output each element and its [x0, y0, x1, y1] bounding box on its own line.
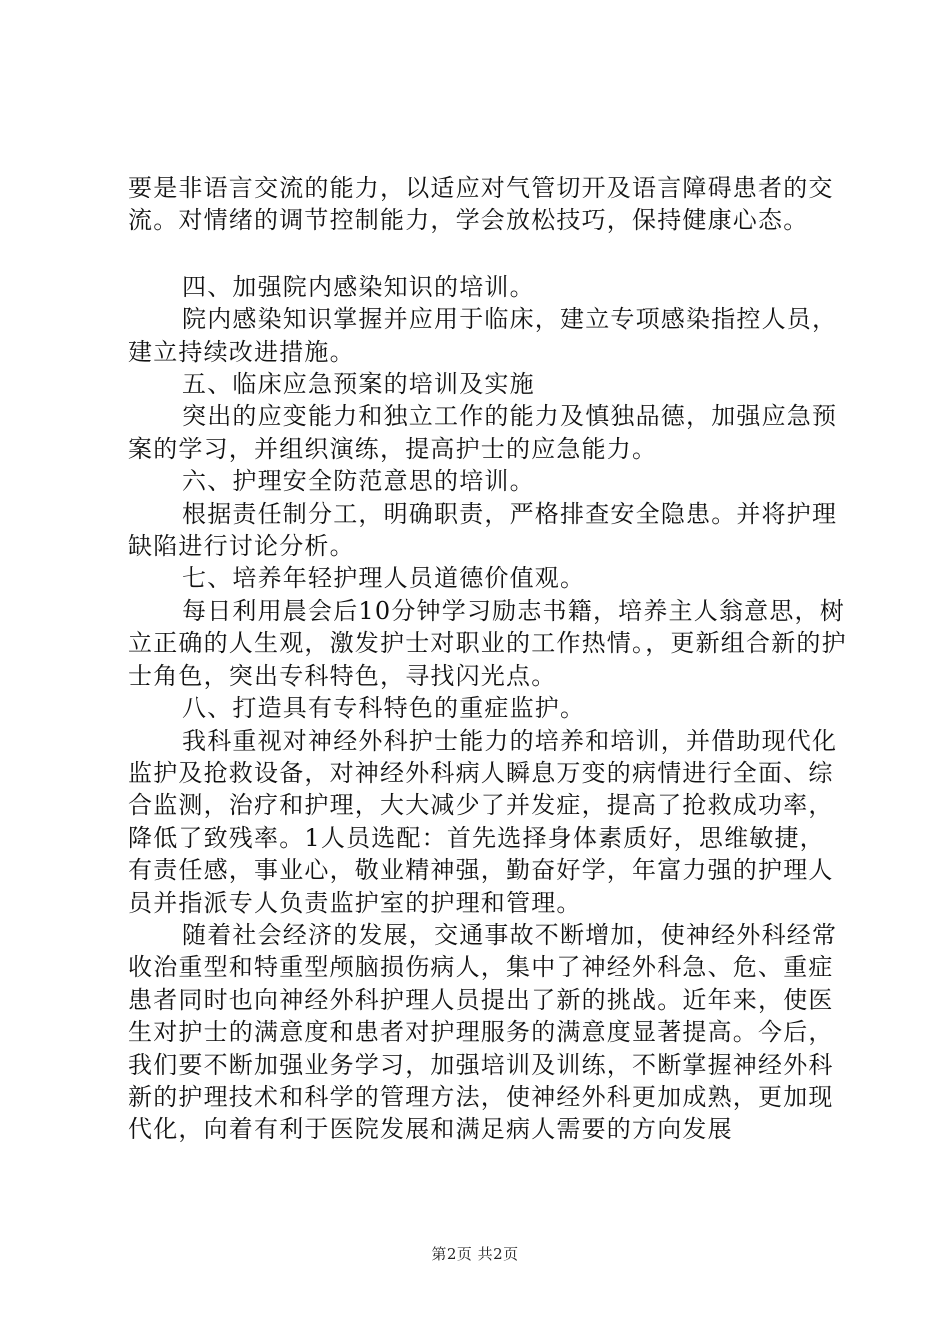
heading-infection-training: 四、加强院内感染知识的培训。 — [182, 272, 535, 301]
paragraph-ethics-values: 每日利用晨会后10分钟学习励志书籍，培养主人翁意思，树立正确的人生观，激发护士对职业的工作热情。，更新组合新的护士角色，突出专科特色，寻找闪光点。 — [128, 596, 847, 690]
paragraph-emergency-plan: 突出的应变能力和独立工作的能力及慎独品德，加强应急预案的学习，并组织演练，提高护士的应急能力。 — [128, 402, 838, 463]
paragraph-safety-training: 根据责任制分工，明确职责，严格排查安全隐患。并将护理缺陷进行讨论分析。 — [128, 499, 838, 561]
paragraph-intensive-care: 我科重视对神经外科护士能力的培养和培训，并借助现代化监护及抢救设备，对神经外科病人瞬息万变的病情进行全面、综合监测，治疗和护理，大大减少了并发症，提高了抢救成功率，降低了致残率。1人员选配：首先选择身体素质好，思维敏捷，有责任感，事业心，敬业精神强，勤奋好学，年富力强的护理人员并指派专人负责监护室的护理和管理。 — [128, 726, 838, 917]
heading-intensive-care: 八、打造具有专科特色的重症监护。 — [182, 694, 586, 723]
paragraph-conclusion: 随着社会经济的发展，交通事故不断增加，使神经外科经常收治重型和特重型颅脑损伤病人，集中了神经外科急、危、重症患者同时也向神经外科护理人员提出了新的挑战。近年来，使医生对护士的满意度和患者对护理服务的满意度显著提高。今后，我们要不断加强业务学习，加强培训及训练，不断掌握神经外科新的护理技术和科学的管理方法，使神经外科更加成熟，更加现代化，向着有利于医院发展和满足病人需要的方向发展 — [128, 920, 838, 1144]
page-number-footer: 第2页 共2页 — [431, 1245, 519, 1263]
heading-ethics-values: 七、培养年轻护理人员道德价值观。 — [182, 564, 586, 593]
paragraph-gap — [128, 237, 848, 271]
heading-emergency-plan: 五、临床应急预案的培训及实施 — [182, 370, 535, 399]
heading-safety-training: 六、护理安全防范意思的培训。 — [182, 467, 535, 496]
paragraph-continuation: 要是非语言交流的能力，以适应对气管切开及语言障碍患者的交流。对情绪的调节控制能力，学会放松技巧，保持健康心态。 — [128, 174, 834, 235]
document-body — [128, 172, 848, 1146]
paragraph-infection-training: 院内感染知识掌握并应用于临床，建立专项感染指控人员，建立持续改进措施。 — [128, 305, 838, 366]
